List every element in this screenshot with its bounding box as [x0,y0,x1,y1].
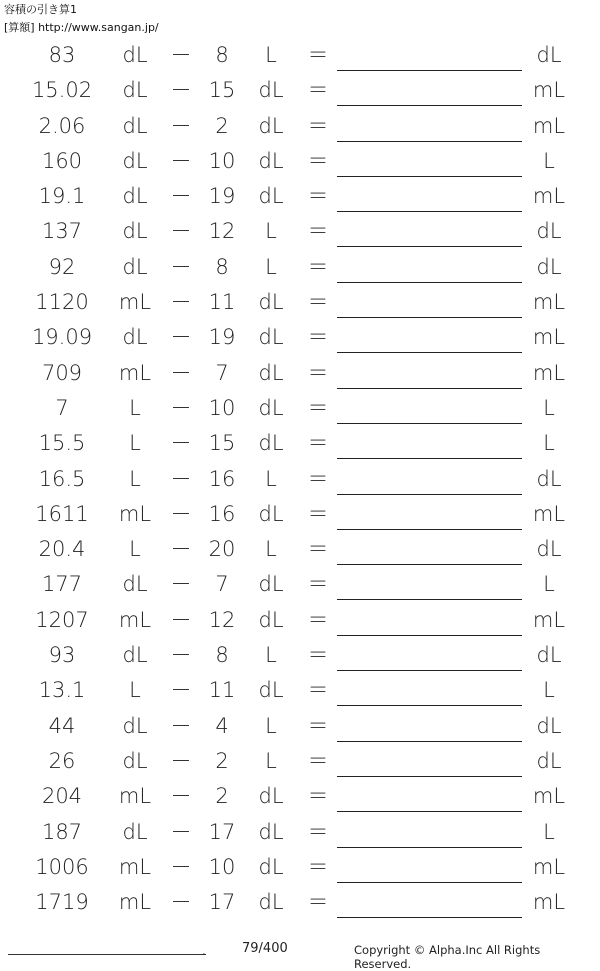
answer-blank[interactable] [337,705,522,706]
answer-blank[interactable] [337,317,522,318]
equals-sign: ＝ [307,113,329,138]
footer-dot: . [202,944,206,958]
minus-sign: － [170,43,192,67]
unit-b: dL [258,395,284,420]
operand-b: 11 [208,678,236,703]
minus-sign: － [170,784,192,809]
result-unit: dL [536,466,562,491]
problem-row [0,637,600,672]
unit-b: dL [258,572,284,597]
unit-a: dL [122,148,148,173]
answer-blank[interactable] [337,776,522,777]
operand-b: 12 [208,219,236,244]
operand-a: 204 [41,784,83,809]
unit-b: L [265,748,277,773]
result-unit: mL [532,854,566,879]
operand-b: 11 [208,290,236,315]
operand-a: 13.1 [38,678,86,703]
unit-a: dL [122,325,148,350]
result-unit: L [543,148,555,173]
problem-row [0,461,600,496]
operand-b: 8 [215,643,229,668]
unit-b: L [265,713,277,738]
unit-a: dL [122,819,148,844]
unit-a: mL [118,360,152,385]
page-number: 79/400 [242,941,288,956]
unit-b: dL [258,360,284,385]
operand-a: 1006 [35,854,89,879]
operand-b: 7 [215,360,229,385]
operand-b: 10 [208,395,236,420]
result-unit: mL [532,360,566,385]
minus-sign: － [170,890,192,915]
answer-blank[interactable] [337,882,522,883]
result-unit: mL [532,78,566,103]
problem-row [0,178,600,213]
operand-b: 4 [215,713,229,738]
problem-row [0,849,600,884]
equals-sign: ＝ [307,431,329,456]
unit-b: dL [258,607,284,632]
unit-b: L [265,466,277,491]
unit-a: mL [118,501,152,526]
equals-sign: ＝ [307,360,329,385]
minus-sign: － [170,431,192,456]
result-unit: dL [536,748,562,773]
answer-blank[interactable] [337,246,522,247]
equals-sign: ＝ [307,395,329,420]
operand-a: 1120 [35,290,89,315]
problem-row [0,319,600,354]
unit-b: L [265,43,277,67]
unit-b: L [265,219,277,244]
problem-row [0,72,600,107]
problem-row [0,672,600,707]
unit-a: mL [118,290,152,315]
problem-row [0,566,600,601]
operand-b: 19 [208,325,236,350]
result-unit: mL [532,607,566,632]
minus-sign: － [170,219,192,244]
equals-sign: ＝ [307,643,329,668]
unit-a: dL [122,643,148,668]
equals-sign: ＝ [307,713,329,738]
result-unit: mL [532,290,566,315]
unit-a: dL [122,184,148,209]
minus-sign: － [170,254,192,279]
problem-row [0,390,600,425]
equals-sign: ＝ [307,501,329,526]
result-unit: L [543,819,555,844]
operand-b: 20 [208,537,236,562]
result-unit: mL [532,113,566,138]
problem-row [0,108,600,143]
problem-row [0,778,600,813]
minus-sign: － [170,113,192,138]
equals-sign: ＝ [307,290,329,315]
operand-b: 7 [215,572,229,597]
problem-row [0,531,600,566]
operand-b: 15 [208,431,236,456]
answer-blank[interactable] [337,494,522,495]
equals-sign: ＝ [307,325,329,350]
problem-row [0,213,600,248]
problem-row [0,496,600,531]
problem-row [0,884,600,919]
unit-b: dL [258,148,284,173]
result-unit: mL [532,784,566,809]
equals-sign: ＝ [307,748,329,773]
result-unit: L [543,395,555,420]
problem-row [0,355,600,390]
minus-sign: － [170,290,192,315]
answer-blank[interactable] [337,847,522,848]
unit-a: mL [118,784,152,809]
operand-b: 12 [208,607,236,632]
result-unit: dL [536,219,562,244]
answer-blank[interactable] [337,176,522,177]
answer-blank[interactable] [337,670,522,671]
problem-row [0,284,600,319]
result-unit: dL [536,43,562,67]
answer-blank[interactable] [337,599,522,600]
equals-sign: ＝ [307,254,329,279]
result-unit: mL [532,501,566,526]
minus-sign: － [170,501,192,526]
unit-a: dL [122,254,148,279]
result-unit: mL [532,184,566,209]
minus-sign: － [170,854,192,879]
unit-a: dL [122,113,148,138]
equals-sign: ＝ [307,219,329,244]
operand-b: 17 [208,819,236,844]
answer-blank[interactable] [337,352,522,353]
operand-a: 160 [41,148,83,173]
unit-b: dL [258,78,284,103]
operand-a: 19.09 [31,325,93,350]
answer-blank[interactable] [337,282,522,283]
unit-a: L [129,395,141,420]
unit-b: dL [258,854,284,879]
unit-a: dL [122,43,148,67]
answer-blank[interactable] [337,388,522,389]
operand-b: 15 [208,78,236,103]
result-unit: dL [536,537,562,562]
unit-b: dL [258,501,284,526]
minus-sign: － [170,713,192,738]
minus-sign: － [170,819,192,844]
result-unit: dL [536,643,562,668]
operand-a: 83 [48,43,76,67]
operand-b: 17 [208,890,236,915]
minus-sign: － [170,466,192,491]
operand-b: 10 [208,148,236,173]
equals-sign: ＝ [307,43,329,67]
minus-sign: － [170,395,192,420]
operand-a: 177 [41,572,83,597]
unit-a: mL [118,890,152,915]
unit-a: dL [122,78,148,103]
operand-a: 709 [41,360,83,385]
unit-b: dL [258,431,284,456]
problem-row [0,143,600,178]
unit-b: L [265,254,277,279]
operand-a: 26 [48,748,76,773]
minus-sign: － [170,78,192,103]
unit-b: dL [258,784,284,809]
minus-sign: － [170,537,192,562]
operand-a: 1719 [35,890,89,915]
unit-a: dL [122,713,148,738]
answer-blank[interactable] [337,458,522,459]
answer-blank[interactable] [337,741,522,742]
problem-row [0,37,600,72]
operand-a: 16.5 [38,466,86,491]
site-url: [算額] http://www.sangan.jp/ [4,21,159,34]
problem-row [0,743,600,778]
unit-a: mL [118,854,152,879]
equals-sign: ＝ [307,607,329,632]
answer-blank[interactable] [337,105,522,106]
unit-b: L [265,537,277,562]
unit-b: dL [258,890,284,915]
answer-blank[interactable] [337,423,522,424]
unit-a: dL [122,572,148,597]
answer-blank[interactable] [337,141,522,142]
operand-a: 2.06 [38,113,86,138]
operand-a: 137 [41,219,83,244]
result-unit: L [543,678,555,703]
equals-sign: ＝ [307,572,329,597]
result-unit: L [543,431,555,456]
minus-sign: － [170,607,192,632]
answer-blank[interactable] [337,70,522,71]
unit-b: dL [258,184,284,209]
unit-b: dL [258,325,284,350]
result-unit: mL [532,325,566,350]
operand-a: 20.4 [38,537,86,562]
unit-b: dL [258,113,284,138]
operand-b: 16 [208,501,236,526]
minus-sign: － [170,572,192,597]
answer-blank[interactable] [337,917,522,918]
operand-a: 1207 [35,607,89,632]
answer-blank[interactable] [337,564,522,565]
equals-sign: ＝ [307,890,329,915]
equals-sign: ＝ [307,466,329,491]
operand-b: 2 [215,748,229,773]
minus-sign: － [170,148,192,173]
problem-row [0,814,600,849]
operand-a: 44 [48,713,76,738]
operand-a: 93 [48,643,76,668]
unit-a: dL [122,219,148,244]
problem-row [0,602,600,637]
minus-sign: － [170,643,192,668]
unit-a: dL [122,748,148,773]
operand-b: 2 [215,113,229,138]
operand-a: 7 [55,395,69,420]
problem-row [0,708,600,743]
result-unit: dL [536,254,562,279]
operand-a: 19.1 [38,184,86,209]
name-line [8,954,206,955]
operand-b: 2 [215,784,229,809]
answer-blank[interactable] [337,635,522,636]
minus-sign: － [170,184,192,209]
problem-list [0,37,600,919]
operand-b: 16 [208,466,236,491]
operand-a: 15.02 [31,78,93,103]
unit-a: L [129,466,141,491]
operand-a: 187 [41,819,83,844]
equals-sign: ＝ [307,184,329,209]
result-unit: dL [536,713,562,738]
equals-sign: ＝ [307,148,329,173]
result-unit: L [543,572,555,597]
problem-row [0,425,600,460]
operand-b: 8 [215,43,229,67]
equals-sign: ＝ [307,784,329,809]
operand-b: 10 [208,854,236,879]
copyright: Copyright © Alpha.Inc All Rights Reserved. [354,943,541,971]
unit-b: L [265,643,277,668]
problem-row [0,249,600,284]
equals-sign: ＝ [307,819,329,844]
operand-a: 1611 [35,501,89,526]
minus-sign: － [170,678,192,703]
unit-b: dL [258,290,284,315]
answer-blank[interactable] [337,211,522,212]
unit-b: dL [258,819,284,844]
minus-sign: － [170,748,192,773]
equals-sign: ＝ [307,854,329,879]
result-unit: mL [532,890,566,915]
answer-blank[interactable] [337,811,522,812]
equals-sign: ＝ [307,537,329,562]
equals-sign: ＝ [307,78,329,103]
worksheet-title: 容積の引き算1 [4,3,77,16]
unit-a: L [129,537,141,562]
operand-b: 19 [208,184,236,209]
equals-sign: ＝ [307,678,329,703]
minus-sign: － [170,325,192,350]
operand-a: 92 [48,254,76,279]
unit-b: dL [258,678,284,703]
unit-a: mL [118,607,152,632]
unit-a: L [129,431,141,456]
operand-a: 15.5 [38,431,86,456]
answer-blank[interactable] [337,529,522,530]
unit-a: L [129,678,141,703]
minus-sign: － [170,360,192,385]
operand-b: 8 [215,254,229,279]
